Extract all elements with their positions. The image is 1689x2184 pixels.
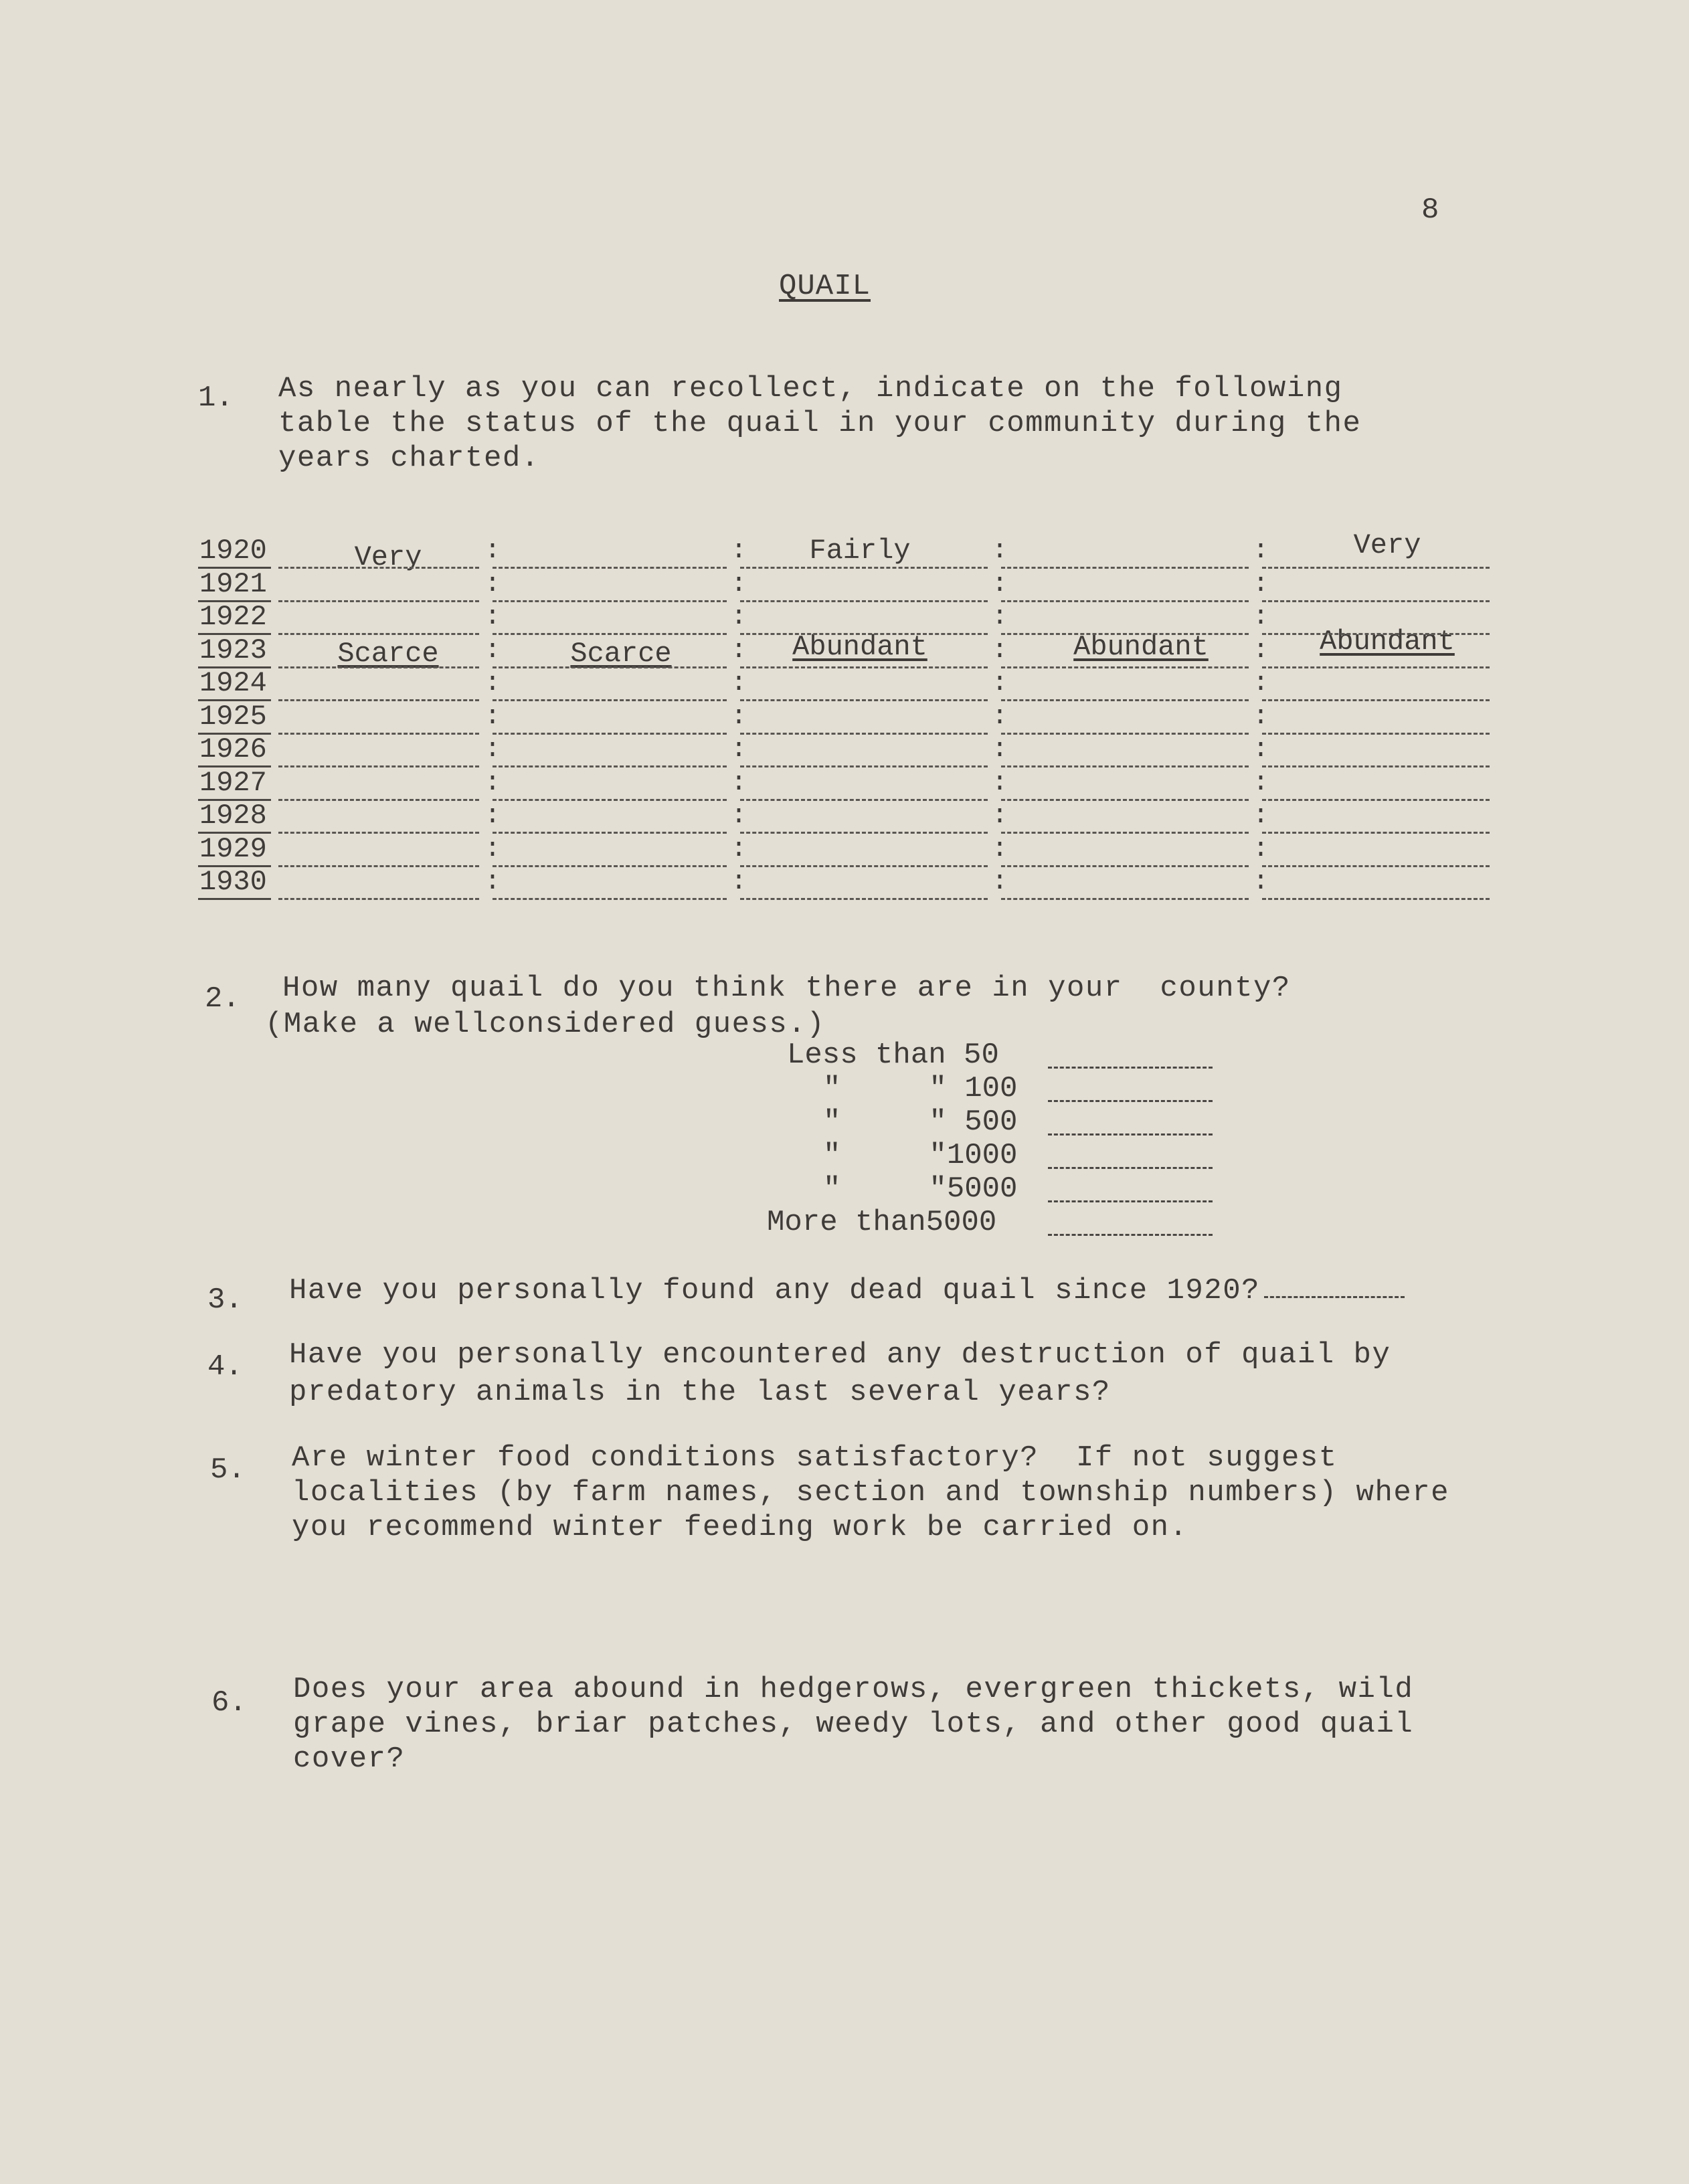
guess-blank-1[interactable] bbox=[1048, 1067, 1213, 1069]
column-separator: : bbox=[731, 867, 747, 897]
column-separator: : bbox=[731, 701, 747, 732]
column-separator: : bbox=[731, 801, 747, 831]
column-separator: : bbox=[484, 602, 501, 632]
status-cell-blank[interactable] bbox=[1001, 832, 1249, 834]
column-separator: : bbox=[484, 701, 501, 732]
status-cell-blank[interactable] bbox=[278, 633, 479, 635]
guess-option-6: More than5000 bbox=[767, 1206, 997, 1239]
year-label: 1924 bbox=[198, 667, 271, 701]
column-separator: : bbox=[731, 569, 747, 600]
column-separator: : bbox=[1253, 602, 1269, 632]
q2-number: 2. bbox=[205, 982, 240, 1016]
column-separator: : bbox=[731, 635, 747, 666]
status-cell-blank[interactable] bbox=[1262, 633, 1490, 635]
guess-blank-5[interactable] bbox=[1048, 1200, 1213, 1202]
q4-number: 4. bbox=[207, 1350, 243, 1384]
status-cell-blank[interactable] bbox=[278, 600, 479, 602]
column-separator: : bbox=[992, 635, 1008, 666]
status-cell-blank[interactable] bbox=[740, 733, 988, 735]
status-cell-blank[interactable] bbox=[278, 865, 479, 867]
status-cell-blank[interactable] bbox=[493, 666, 727, 668]
column-separator: : bbox=[992, 536, 1008, 566]
column-separator: : bbox=[731, 536, 747, 566]
year-label: 1927 bbox=[198, 767, 271, 801]
status-cell-blank[interactable] bbox=[1001, 765, 1249, 767]
status-cell-blank[interactable] bbox=[1262, 865, 1490, 867]
status-cell-blank[interactable] bbox=[493, 699, 727, 701]
status-cell-blank[interactable] bbox=[740, 765, 988, 767]
guess-blank-2[interactable] bbox=[1048, 1100, 1213, 1102]
table-row bbox=[198, 535, 1490, 571]
guess-option-3: " " 500 bbox=[823, 1105, 1018, 1139]
q6-line-3: cover? bbox=[293, 1742, 406, 1776]
column-header-top: Very bbox=[1353, 529, 1421, 561]
status-cell-blank[interactable] bbox=[1262, 600, 1490, 602]
q1-line-1: As nearly as you can recollect, indicate on the following bbox=[278, 372, 1343, 405]
q6-line-2: grape vines, briar patches, weedy lots, and other good quail bbox=[293, 1708, 1414, 1741]
status-cell-blank[interactable] bbox=[278, 765, 479, 767]
table-row bbox=[198, 766, 1490, 804]
column-separator: : bbox=[484, 801, 501, 831]
column-separator: : bbox=[1253, 569, 1269, 600]
year-label: 1921 bbox=[198, 568, 271, 602]
column-header-top: Very bbox=[354, 541, 422, 573]
status-cell-blank[interactable] bbox=[493, 765, 727, 767]
status-cell-blank[interactable] bbox=[493, 567, 727, 569]
guess-blank-3[interactable] bbox=[1048, 1133, 1213, 1135]
column-separator: : bbox=[992, 602, 1008, 632]
q4-line-2: predatory animals in the last several years? bbox=[289, 1376, 1111, 1409]
column-separator: : bbox=[731, 668, 747, 699]
q5-line-1: Are winter food conditions satisfactory? If not suggest bbox=[292, 1441, 1338, 1475]
column-separator: : bbox=[484, 735, 501, 765]
column-separator: : bbox=[992, 701, 1008, 732]
year-label: 1926 bbox=[198, 733, 271, 767]
column-separator: : bbox=[731, 767, 747, 798]
column-separator: : bbox=[1253, 834, 1269, 864]
guess-option-4: " "1000 bbox=[823, 1139, 1018, 1172]
column-separator: : bbox=[992, 834, 1008, 864]
table-row bbox=[198, 700, 1490, 737]
status-cell-blank[interactable] bbox=[1001, 666, 1249, 668]
column-separator: : bbox=[731, 834, 747, 864]
status-cell-blank[interactable] bbox=[1001, 865, 1249, 867]
table-row bbox=[198, 832, 1490, 870]
column-header-bottom: Scarce bbox=[337, 638, 439, 670]
column-separator: : bbox=[992, 735, 1008, 765]
status-cell-blank[interactable] bbox=[278, 799, 479, 801]
column-separator: : bbox=[1253, 801, 1269, 831]
page-title: QUAIL bbox=[779, 270, 871, 303]
status-cell-blank[interactable] bbox=[278, 666, 479, 668]
q2-line-2: (Make a wellconsidered guess.) bbox=[265, 1008, 826, 1041]
column-separator: : bbox=[1253, 701, 1269, 732]
column-separator: : bbox=[484, 536, 501, 566]
status-cell-blank[interactable] bbox=[1262, 799, 1490, 801]
column-separator: : bbox=[484, 867, 501, 897]
q5-line-2: localities (by farm names, section and township numbers) where bbox=[292, 1476, 1450, 1510]
status-cell-blank[interactable] bbox=[740, 898, 988, 900]
guess-option-1: Less than 50 bbox=[787, 1038, 999, 1072]
column-separator: : bbox=[992, 767, 1008, 798]
status-cell-blank[interactable] bbox=[1001, 898, 1249, 900]
status-cell-blank[interactable] bbox=[1262, 699, 1490, 701]
column-separator: : bbox=[1253, 867, 1269, 897]
guess-option-2: " " 100 bbox=[823, 1072, 1018, 1105]
table-row bbox=[198, 733, 1490, 770]
column-header-bottom: Abundant bbox=[1320, 626, 1455, 658]
status-cell-blank[interactable] bbox=[1262, 832, 1490, 834]
status-cell-blank[interactable] bbox=[1001, 699, 1249, 701]
table-row bbox=[198, 634, 1490, 671]
q5-line-3: you recommend winter feeding work be carried on. bbox=[292, 1511, 1188, 1544]
status-cell-blank[interactable] bbox=[1262, 733, 1490, 735]
status-cell-blank[interactable] bbox=[278, 733, 479, 735]
status-cell-blank[interactable] bbox=[1262, 765, 1490, 767]
column-separator: : bbox=[1253, 668, 1269, 699]
status-cell-blank[interactable] bbox=[493, 600, 727, 602]
status-cell-blank[interactable] bbox=[740, 832, 988, 834]
status-cell-blank[interactable] bbox=[1001, 799, 1249, 801]
status-cell-blank[interactable] bbox=[1262, 898, 1490, 900]
q5-number: 5. bbox=[210, 1453, 246, 1487]
column-separator: : bbox=[1253, 536, 1269, 566]
column-separator: : bbox=[484, 569, 501, 600]
column-header-top: Fairly bbox=[809, 534, 911, 567]
q3-line-1 bbox=[289, 1274, 1405, 1307]
q2-line-1: How many quail do you think there are in your county? bbox=[282, 972, 1291, 1005]
status-cell-blank[interactable] bbox=[493, 832, 727, 834]
year-label: 1928 bbox=[198, 800, 271, 834]
status-cell-blank[interactable] bbox=[740, 799, 988, 801]
year-label: 1929 bbox=[198, 833, 271, 867]
year-label: 1930 bbox=[198, 866, 271, 900]
column-separator: : bbox=[992, 801, 1008, 831]
status-cell-blank[interactable] bbox=[1001, 733, 1249, 735]
status-cell-blank[interactable] bbox=[493, 799, 727, 801]
status-cell-blank[interactable] bbox=[278, 898, 479, 900]
column-separator: : bbox=[992, 569, 1008, 600]
q3-answer-blank[interactable] bbox=[1264, 1296, 1405, 1298]
status-cell-blank[interactable] bbox=[493, 633, 727, 635]
status-cell-blank[interactable] bbox=[1001, 633, 1249, 635]
column-separator: : bbox=[484, 834, 501, 864]
q4-line-1: Have you personally encountered any destruction of quail by bbox=[289, 1338, 1391, 1372]
guess-blank-6[interactable] bbox=[1048, 1234, 1213, 1236]
status-cell-blank[interactable] bbox=[1262, 666, 1490, 668]
page-number: 8 bbox=[1421, 193, 1440, 227]
table-row bbox=[198, 601, 1490, 638]
status-cell-blank[interactable] bbox=[278, 699, 479, 701]
status-cell-blank[interactable] bbox=[493, 898, 727, 900]
status-cell-blank[interactable] bbox=[1001, 567, 1249, 569]
column-separator: : bbox=[731, 602, 747, 632]
status-cell-blank[interactable] bbox=[1001, 600, 1249, 602]
status-cell-blank[interactable] bbox=[278, 832, 479, 834]
column-separator: : bbox=[1253, 635, 1269, 666]
status-cell-blank[interactable] bbox=[1262, 567, 1490, 569]
status-cell-blank[interactable] bbox=[740, 600, 988, 602]
status-cell-blank[interactable] bbox=[740, 633, 988, 635]
q3-text: Have you personally found any dead quail since 1920? bbox=[289, 1274, 1261, 1307]
q1-number: 1. bbox=[198, 381, 234, 415]
table-row bbox=[198, 866, 1490, 903]
column-header-bottom: Abundant bbox=[792, 631, 927, 664]
status-cell-blank[interactable] bbox=[740, 567, 988, 569]
column-separator: : bbox=[992, 867, 1008, 897]
q1-line-3: years charted. bbox=[278, 442, 540, 475]
q1-line-2: table the status of the quail in your community during the bbox=[278, 407, 1362, 440]
column-separator: : bbox=[484, 767, 501, 798]
table-row bbox=[198, 800, 1490, 836]
q6-number: 6. bbox=[211, 1686, 247, 1720]
column-separator: : bbox=[731, 735, 747, 765]
column-separator: : bbox=[484, 668, 501, 699]
year-label: 1922 bbox=[198, 601, 271, 635]
column-header-bottom: Scarce bbox=[570, 638, 672, 670]
status-cell-blank[interactable] bbox=[740, 699, 988, 701]
column-header-bottom: Abundant bbox=[1073, 631, 1209, 664]
year-label: 1920 bbox=[198, 535, 271, 569]
guess-option-5: " "5000 bbox=[823, 1172, 1018, 1206]
q6-line-1: Does your area abound in hedgerows, evergreen thickets, wild bbox=[293, 1673, 1414, 1706]
status-cell-blank[interactable] bbox=[493, 733, 727, 735]
column-separator: : bbox=[992, 668, 1008, 699]
column-separator: : bbox=[484, 635, 501, 666]
status-cell-blank[interactable] bbox=[740, 865, 988, 867]
year-label: 1923 bbox=[198, 634, 271, 668]
column-separator: : bbox=[1253, 767, 1269, 798]
table-row bbox=[198, 567, 1490, 605]
year-label: 1925 bbox=[198, 701, 271, 735]
status-cell-blank[interactable] bbox=[278, 567, 479, 569]
column-separator: : bbox=[1253, 735, 1269, 765]
guess-blank-4[interactable] bbox=[1048, 1167, 1213, 1169]
status-cell-blank[interactable] bbox=[493, 865, 727, 867]
table-row bbox=[198, 667, 1490, 704]
q3-number: 3. bbox=[207, 1283, 243, 1317]
status-cell-blank[interactable] bbox=[740, 666, 988, 668]
